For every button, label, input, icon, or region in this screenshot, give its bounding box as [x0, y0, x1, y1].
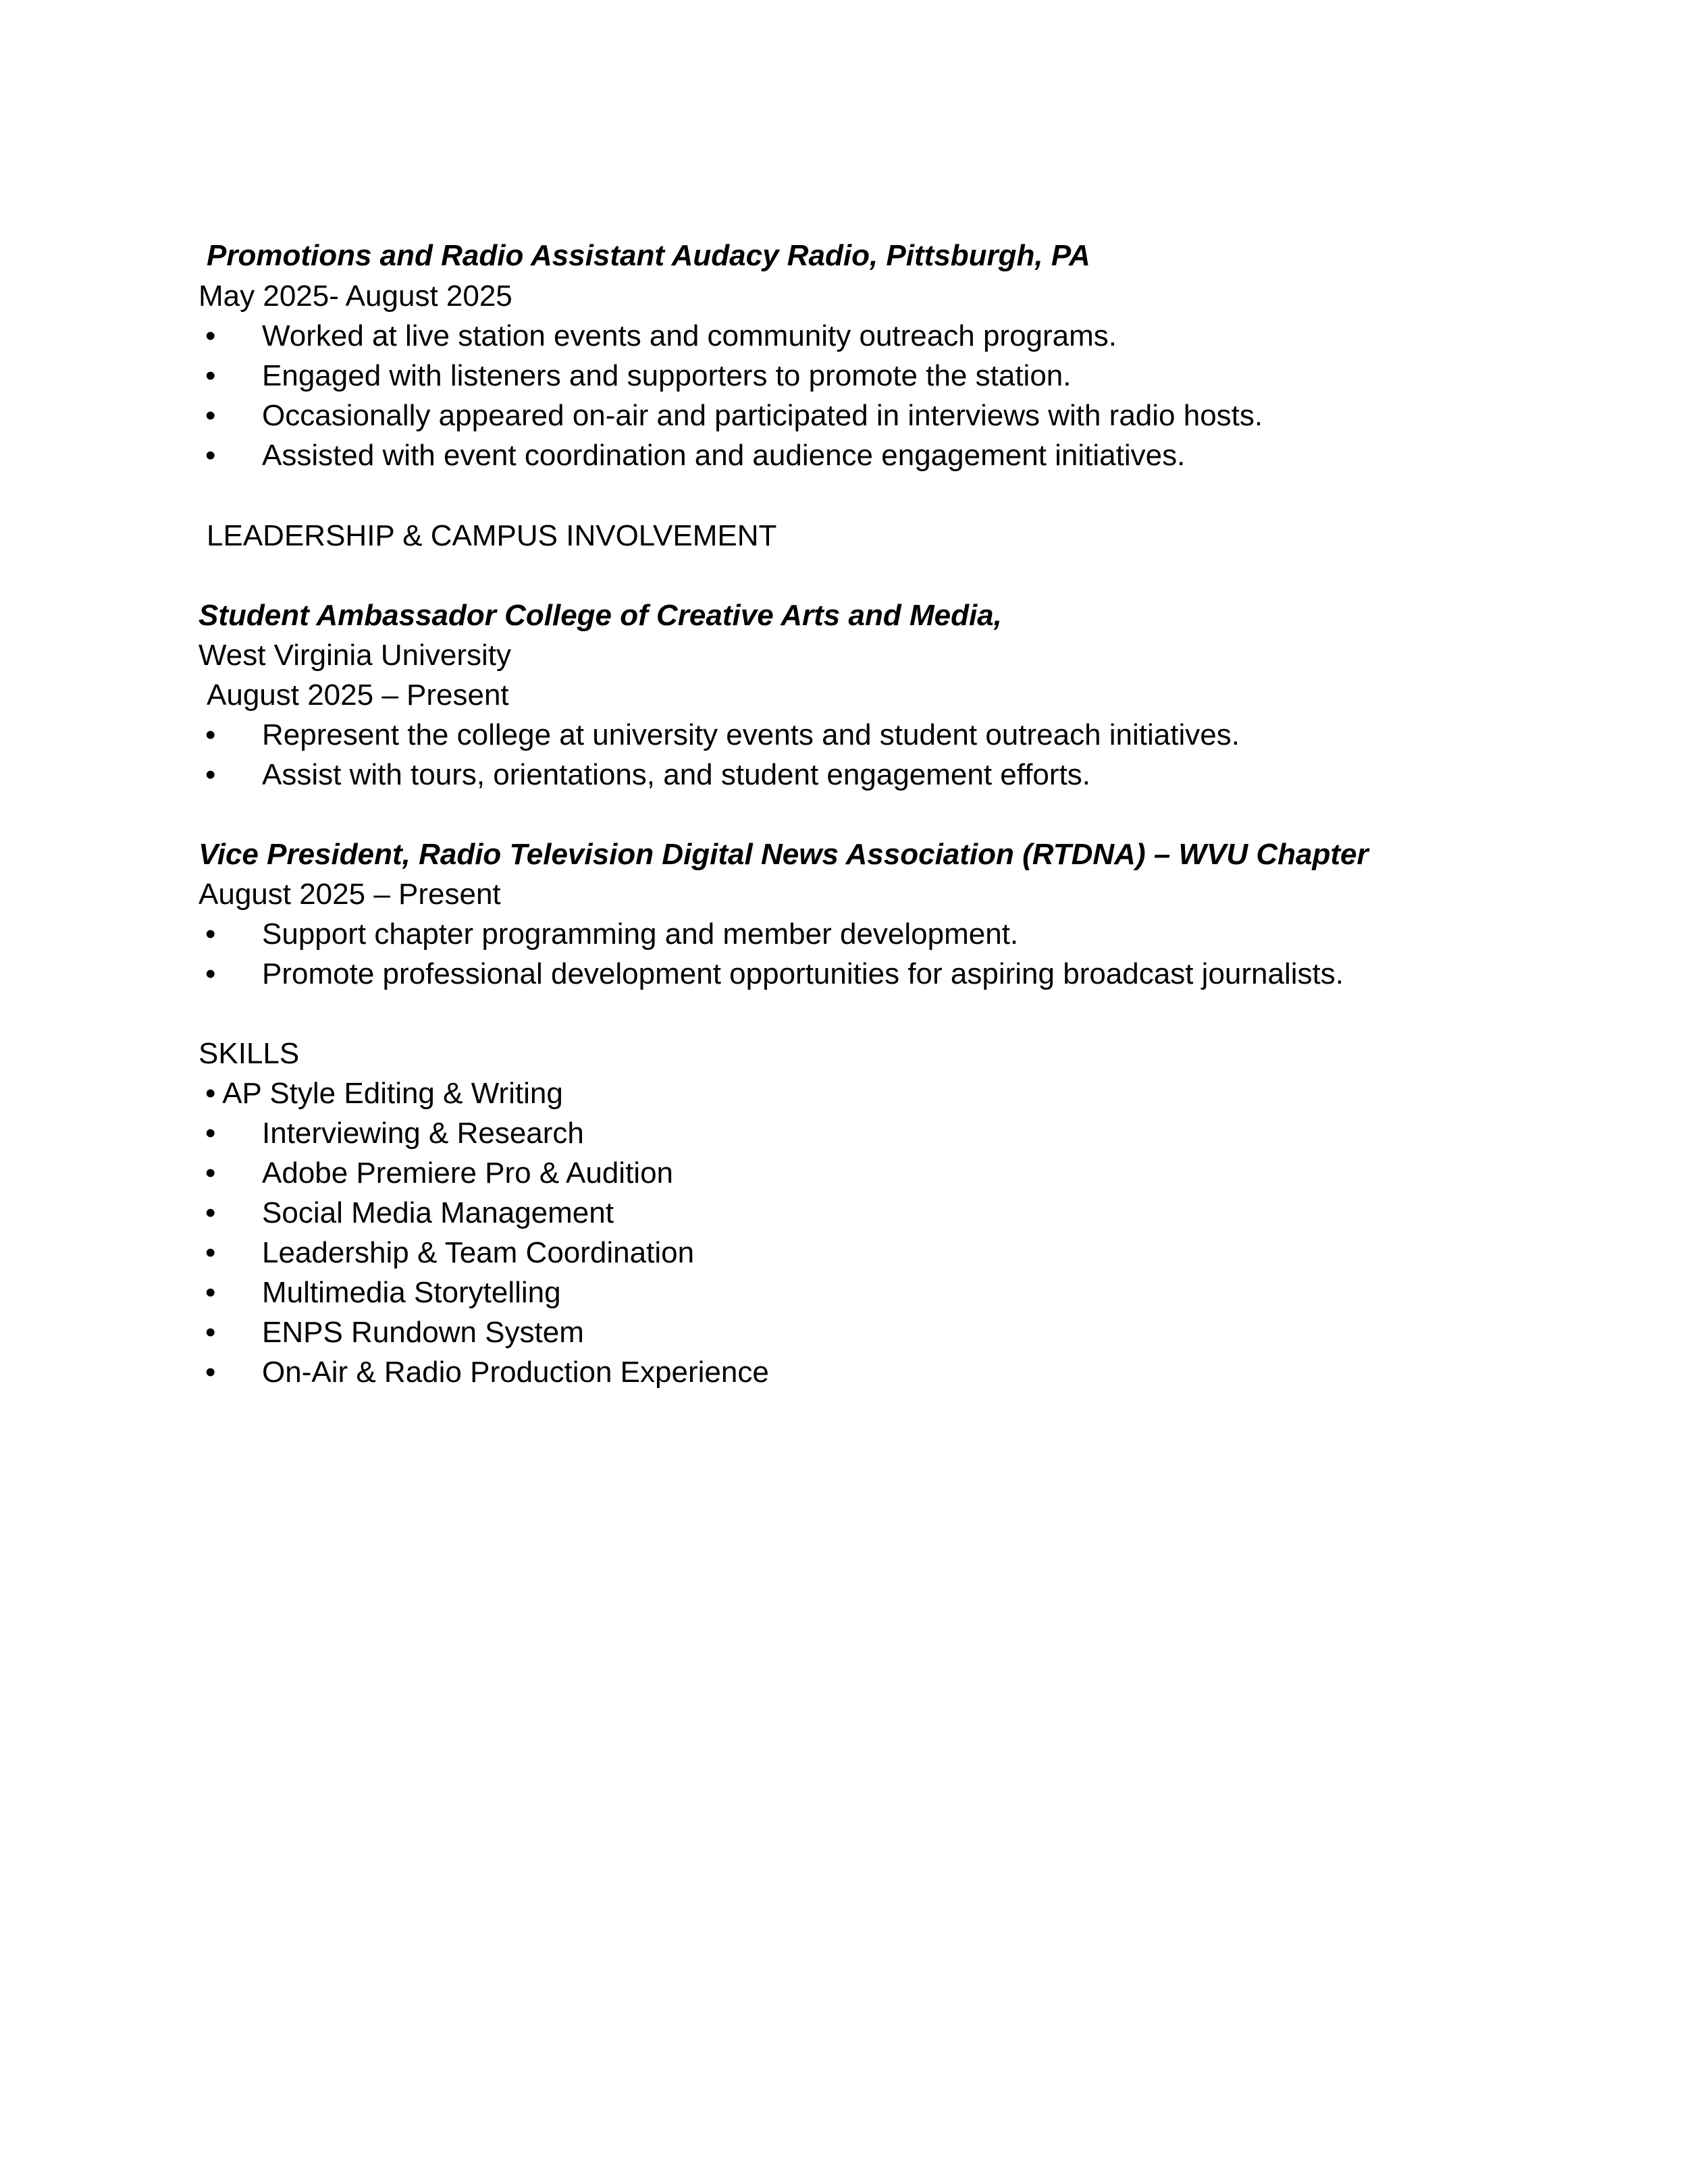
bullet-text: Promote professional development opportunities for aspiring broadcast journalists.	[262, 957, 1344, 990]
list-item	[205, 1235, 1556, 1271]
list-item	[205, 757, 1556, 793]
bullet-icon: •	[205, 1356, 216, 1389]
bullet-icon: •	[205, 1196, 216, 1229]
bullet-text: Multimedia Storytelling	[262, 1276, 561, 1309]
list-item	[205, 718, 1556, 753]
bullet-icon: •	[205, 1316, 216, 1349]
role-dates: August 2025 – Present	[199, 878, 501, 911]
bullet-text: Interviewing & Research	[262, 1117, 584, 1150]
bullet-text: Engaged with listeners and supporters to promote the station.	[262, 359, 1072, 392]
list-item	[205, 438, 1556, 473]
bullet-icon: •	[205, 718, 216, 751]
role-dates: August 2025 – Present	[207, 678, 509, 712]
bullet-text: Adobe Premiere Pro & Audition	[262, 1156, 674, 1190]
bullet-icon: •	[205, 319, 216, 352]
role-title: Student Ambassador College of Creative Arts and Media,	[199, 599, 1002, 632]
section-heading-skills: SKILLS	[199, 1037, 300, 1070]
list-item	[205, 1275, 1556, 1310]
bullet-text: ENPS Rundown System	[262, 1316, 584, 1349]
bullet-text: Assist with tours, orientations, and student engagement efforts.	[262, 758, 1090, 791]
role-org: West Virginia University	[199, 639, 511, 672]
bullet-text: On-Air & Radio Production Experience	[262, 1356, 769, 1389]
bullet-text: Social Media Management	[262, 1196, 614, 1229]
list-item	[205, 1196, 1556, 1231]
bullet-text: Leadership & Team Coordination	[262, 1236, 695, 1269]
bullet-text: Represent the college at university events and student outreach initiatives.	[262, 718, 1240, 751]
bullet-icon: •	[205, 439, 216, 472]
job-dates: May 2025- August 2025	[199, 279, 512, 313]
bullet-icon: •	[205, 399, 216, 432]
list-item	[205, 1156, 1556, 1191]
bullet-icon: •	[205, 1117, 216, 1150]
bullet-icon: •	[205, 957, 216, 990]
list-item	[205, 319, 1556, 354]
bullet-icon: •	[205, 1156, 216, 1190]
bullet-icon: •	[205, 917, 216, 951]
list-item	[205, 398, 1556, 433]
list-item	[205, 1355, 1556, 1390]
bullet-text: Occasionally appeared on-air and participated in interviews with radio hosts.	[262, 399, 1263, 432]
section-heading-leadership: LEADERSHIP & CAMPUS INVOLVEMENT	[207, 519, 777, 552]
bullet-icon: •	[205, 1236, 216, 1269]
bullet-icon: •	[205, 359, 216, 392]
list-item	[205, 957, 1556, 992]
list-item	[205, 1116, 1556, 1151]
bullet-text: Assisted with event coordination and audience engagement initiatives.	[262, 439, 1186, 472]
bullet-icon: •	[205, 1276, 216, 1309]
list-item	[205, 917, 1556, 952]
role-title: Vice President, Radio Television Digital News Association (RTDNA) – WVU Chapter	[199, 838, 1369, 871]
list-item	[205, 1315, 1556, 1350]
bullet-text: Worked at live station events and community outreach programs.	[262, 319, 1117, 352]
bullet-icon: •	[205, 758, 216, 791]
bullet-text: Support chapter programming and member development.	[262, 917, 1019, 951]
job-title: Promotions and Radio Assistant Audacy Radio, Pittsburgh, PA	[207, 239, 1090, 272]
list-item	[205, 358, 1556, 394]
list-item: • AP Style Editing & Writing	[205, 1077, 563, 1110]
